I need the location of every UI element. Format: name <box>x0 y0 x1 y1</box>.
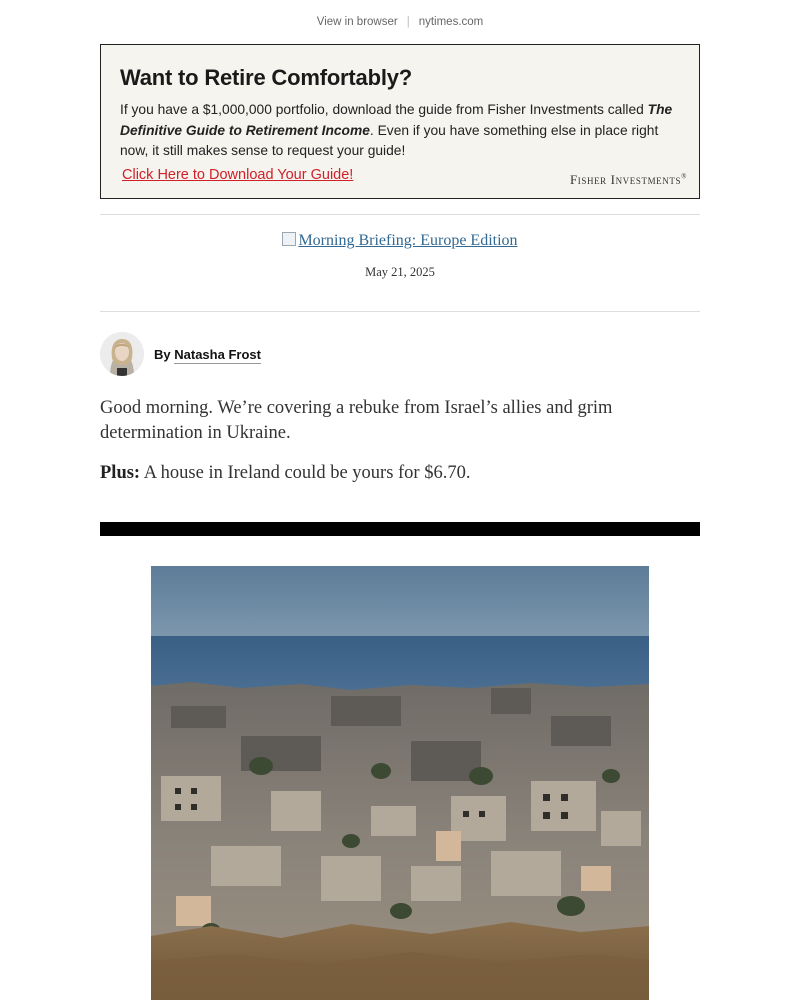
byline-prefix: By <box>154 346 171 362</box>
ad-guide-title: The Definitive Guide to Retirement Income <box>120 102 673 138</box>
intro-paragraph: Good morning. We’re covering a rebuke from Israel’s allies and grim determination in Ukraine. <box>100 398 613 443</box>
lead-photo[interactable] <box>151 566 649 1000</box>
plus-paragraph <box>100 461 700 486</box>
byline-text <box>154 347 261 362</box>
masthead-link[interactable] <box>282 232 517 249</box>
fisher-investments-ad[interactable] <box>100 44 700 199</box>
divider-middle <box>100 311 700 312</box>
masthead <box>0 232 800 250</box>
ad-body-text-1: If you have a $1,000,000 portfolio, download the guide from Fisher Investments called <box>120 102 648 117</box>
ad-title: Want to Retire Comfortably? <box>120 65 413 90</box>
author-link[interactable]: Natasha Frost <box>174 346 261 362</box>
view-in-browser-link[interactable]: View in browser <box>316 16 398 28</box>
ad-body-text-2: . Even if you have something else in place right now, it still makes sense to request your guide! <box>120 122 659 158</box>
plus-label: Plus: <box>100 463 141 483</box>
author-avatar <box>100 332 144 376</box>
fisher-investments-logo <box>570 172 687 188</box>
byline <box>100 332 261 376</box>
broken-image-icon <box>282 232 296 246</box>
plus-text: A house in Ireland could be yours for $6.70. <box>140 463 471 483</box>
ad-body <box>120 100 680 162</box>
ad-download-link[interactable]: Click Here to Download Your Guide! <box>122 167 354 183</box>
masthead-alt-text: Morning Briefing: Europe Edition <box>298 232 518 249</box>
newsletter-date: May 21, 2025 <box>365 265 435 279</box>
ad-brand-mark: ® <box>681 172 687 181</box>
ad-brand-name: Fisher Investments <box>569 172 682 187</box>
top-links <box>0 16 800 28</box>
divider-top <box>100 214 700 215</box>
nytimes-link[interactable]: nytimes.com <box>418 16 484 28</box>
section-divider-bar <box>100 522 700 536</box>
top-links-separator: | <box>406 16 410 28</box>
